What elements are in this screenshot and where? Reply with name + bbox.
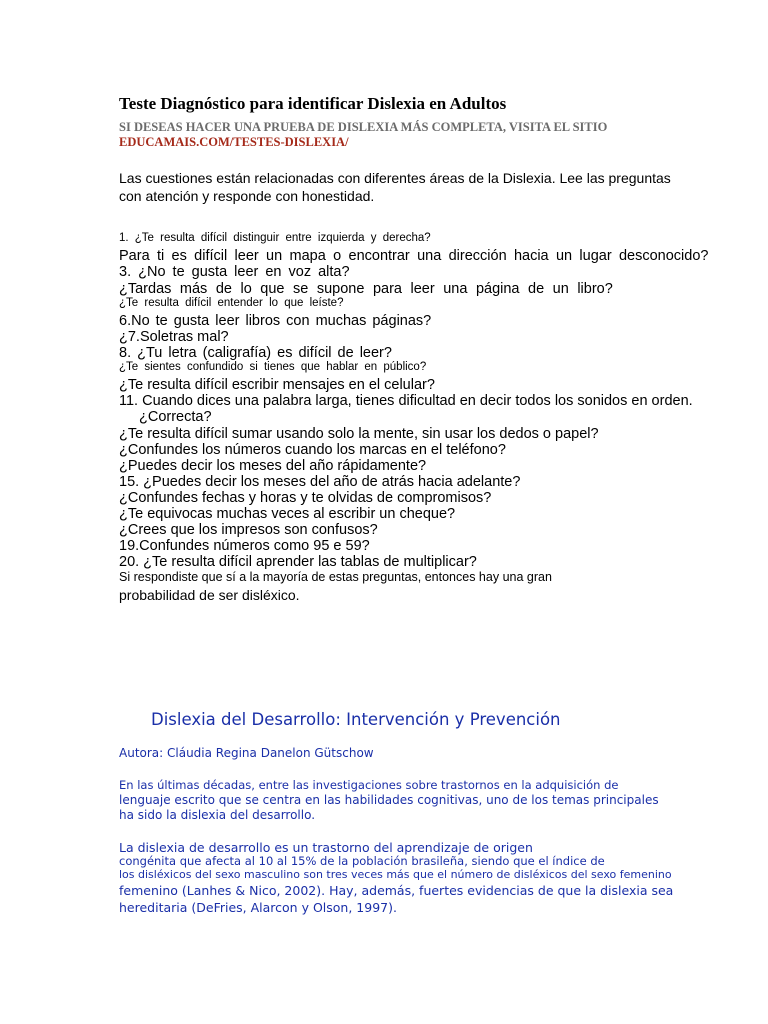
question-item: ¿Correcta?	[139, 409, 212, 425]
document-title: Teste Diagnóstico para identificar Dislexia en Adultos	[119, 94, 507, 113]
question-item: 6.No te gusta leer libros con muchas páginas?	[119, 313, 432, 329]
question-item: ¿Puedes decir los meses del año rápidamente?	[119, 458, 427, 474]
article-paragraph-2-line: los disléxicos del sexo masculino son tres veces más que el número de disléxicos del sexo femenino	[119, 868, 672, 881]
question-item: ¿Te resulta difícil entender lo que leíste?	[119, 297, 344, 309]
article-title: Dislexia del Desarrollo: Intervención y Prevención	[151, 710, 561, 729]
question-item: ¿Te sientes confundido si tienes que hablar en público?	[119, 361, 427, 373]
article-paragraph-2-line: hereditaria (DeFries, Alarcon y Olson, 1997).	[119, 900, 397, 915]
question-item: 8. ¿Tu letra (caligrafía) es difícil de leer?	[119, 345, 392, 361]
conclusion-line-2: probabilidad de ser disléxico.	[119, 587, 300, 603]
question-item: ¿7.Soletras mal?	[119, 329, 229, 345]
intro-line-2: con atención y responde con honestidad.	[119, 188, 375, 204]
question-item: ¿Te resulta difícil escribir mensajes en el celular?	[119, 377, 435, 393]
promo-line-1: SI DESEAS HACER UNA PRUEBA DE DISLEXIA MÁS COMPLETA, VISITA EL SITIO	[119, 120, 608, 134]
question-item: 20. ¿Te resulta difícil aprender las tablas de multiplicar?	[119, 554, 477, 570]
intro-line-1: Las cuestiones están relacionadas con diferentes áreas de la Dislexia. Lee las preguntas	[119, 170, 671, 186]
question-item: 3. ¿No te gusta leer en voz alta?	[119, 264, 350, 280]
promo-link[interactable]: EDUCAMAIS.COM/TESTES-DISLEXIA/	[119, 135, 349, 149]
article-author: Autora: Cláudia Regina Danelon Gütschow	[119, 746, 374, 760]
question-item: ¿Confundes fechas y horas y te olvidas de compromisos?	[119, 490, 492, 506]
question-item: 15. ¿Puedes decir los meses del año de atrás hacia adelante?	[119, 474, 521, 490]
conclusion-line-1: Si respondiste que sí a la mayoría de estas preguntas, entonces hay una gran	[119, 570, 552, 584]
article-paragraph-1-line: ha sido la dislexia del desarrollo.	[119, 808, 316, 822]
question-item: 11. Cuando dices una palabra larga, tienes dificultad en decir todos los sonidos en orden.	[119, 393, 693, 409]
article-paragraph-1-line: En las últimas décadas, entre las investigaciones sobre trastornos en la adquisición de	[119, 778, 619, 792]
article-paragraph-1-line: lenguaje escrito que se centra en las habilidades cognitivas, uno de los temas principales	[119, 793, 659, 807]
article-paragraph-2-line: congénita que afecta al 10 al 15% de la población brasileña, siendo que el índice de	[119, 854, 605, 868]
article-paragraph-2-line: La dislexia de desarrollo es un trastorno del aprendizaje de origen	[119, 840, 533, 855]
question-item: ¿Te equivocas muchas veces al escribir un cheque?	[119, 506, 456, 522]
question-item: ¿Crees que los impresos son confusos?	[119, 522, 378, 538]
question-item: ¿Confundes los números cuando los marcas en el teléfono?	[119, 442, 506, 458]
question-item: Para ti es difícil leer un mapa o encontrar una dirección hacia un lugar desconocido?	[119, 248, 709, 264]
question-item: ¿Tardas más de lo que se supone para leer una página de un libro?	[119, 281, 613, 297]
question-item: 1. ¿Te resulta difícil distinguir entre izquierda y derecha?	[119, 232, 431, 244]
question-item: 19.Confundes números como 95 e 59?	[119, 538, 370, 554]
article-paragraph-2-line: femenino (Lanhes & Nico, 2002). Hay, además, fuertes evidencias de que la dislexia sea	[119, 883, 674, 898]
question-item: ¿Te resulta difícil sumar usando solo la mente, sin usar los dedos o papel?	[119, 426, 599, 442]
